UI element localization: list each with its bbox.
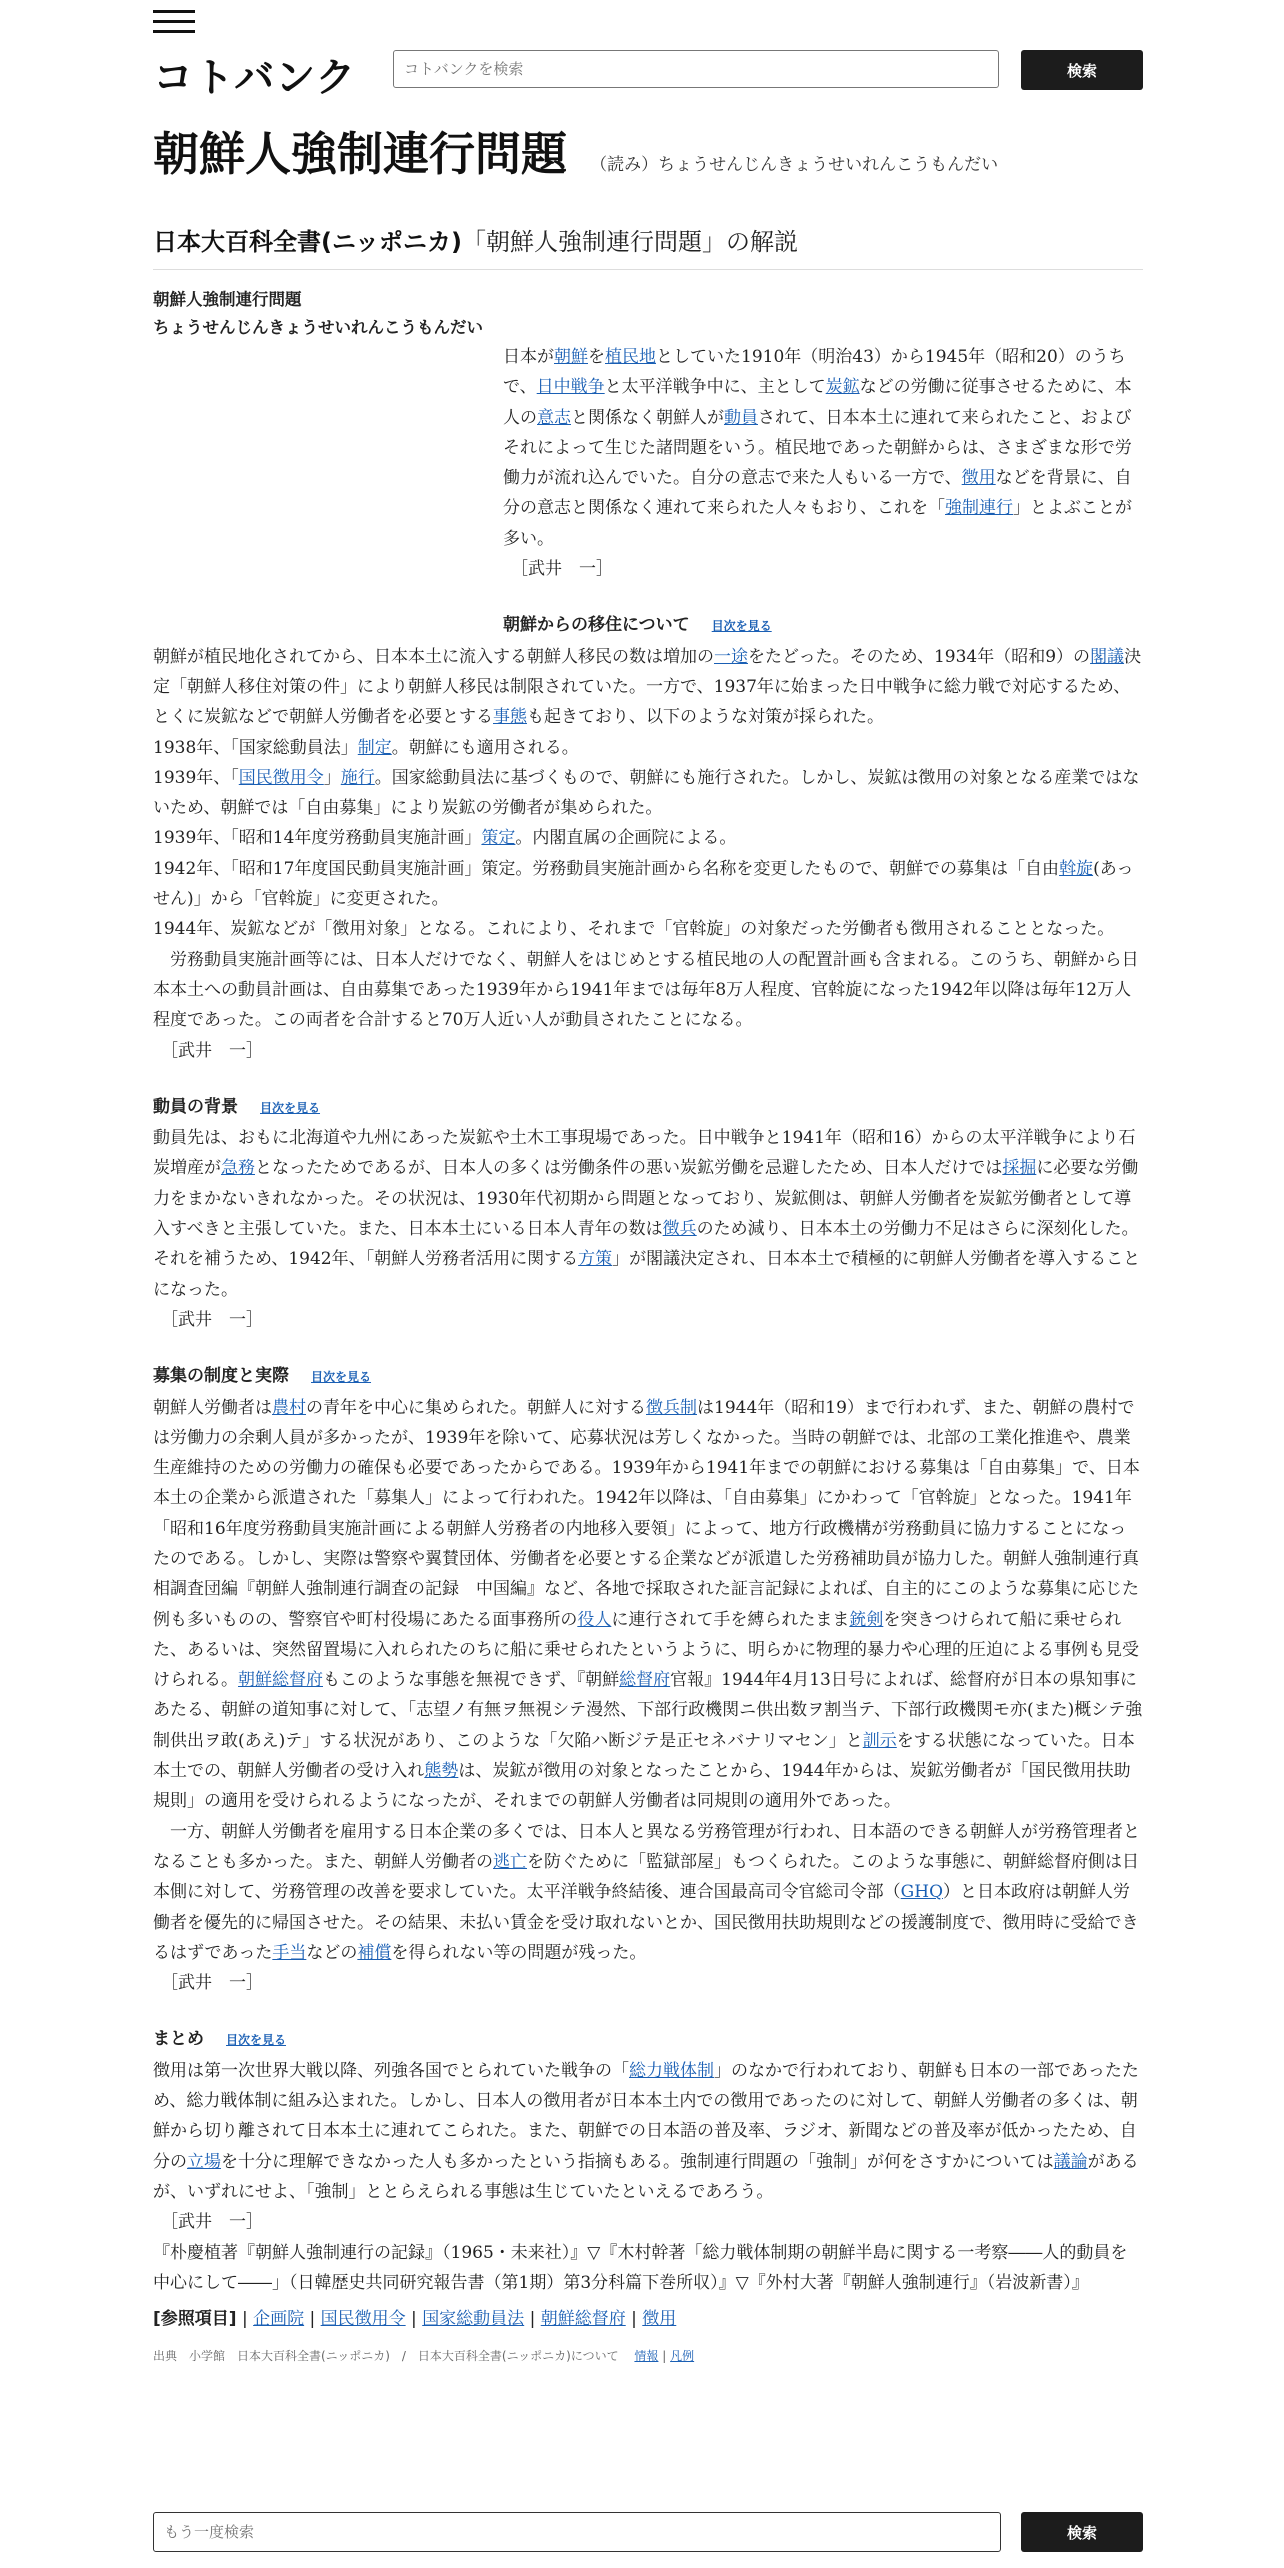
section-title: まとめ	[153, 2029, 204, 2050]
text-run: に必要な労働力をまかないきれなかった。その状況は、1930年代初期から問題となっており、炭鉱側は、朝鮮人労働者を炭鉱労働者として導入すべきと主張していた。また、日本本土にいる日本人青年の数は	[153, 1158, 1139, 1240]
term-link[interactable]: 態勢	[424, 1761, 459, 1782]
term-link[interactable]: 徴兵制	[646, 1397, 697, 1418]
reference-link[interactable]: 朝鮮総督府	[540, 2309, 626, 2330]
reference-list	[153, 2304, 1143, 2334]
text-run: 朝鮮人労働者は	[153, 1397, 272, 1418]
section-paragraph	[153, 823, 1143, 853]
intro-paragraph	[503, 342, 1143, 554]
source-note: 「朝鮮人強制連行問題」の解説	[461, 228, 798, 256]
signature: ［武井 一］	[161, 1309, 263, 1330]
text-run: 1944年、炭鉱などが「徴用対象」となる。これにより、それまで「官斡旋」の対象だった労働者も徴用されることとなった。	[153, 919, 1115, 940]
bottom-search-input[interactable]	[153, 2512, 1001, 2552]
signature: ［武井 一］	[161, 2212, 263, 2233]
article-body	[153, 286, 1143, 2366]
term-link[interactable]: 強制連行	[945, 498, 1013, 519]
term-link[interactable]: 一途	[714, 646, 748, 667]
text-run: のため減り、日本本土の労働力不足はさらに深刻化した。それを補うため、1942年、「朝鮮人労務者活用に関する	[153, 1219, 1139, 1270]
term-link[interactable]: 銃剣	[849, 1609, 884, 1630]
separator: |	[524, 2309, 541, 2330]
term-link[interactable]: 方策	[578, 1249, 613, 1270]
term-link[interactable]: 補償	[357, 1942, 392, 1963]
text-run: と関係なく朝鮮人が	[571, 407, 724, 428]
site-logo[interactable]: コトバンク	[153, 55, 357, 101]
text-run: 」が閣議決定され、日本本土で積極的に朝鮮人労働者を導入することになった。	[153, 1249, 1141, 1300]
text-run: (あっせん)」から「官斡旋」に変更された。	[153, 858, 1134, 910]
separator	[622, 2349, 634, 2363]
text-run: 一方、朝鮮人労働者を雇用する日本企業の多くでは、日本人と異なる労務管理が行われ、日本語のできる朝鮮人が労務管理者となることも多かった。また、朝鮮人労働者の	[153, 1821, 1141, 1872]
term-reading: ちょうせんじんきょうせいれんこうもんだい	[153, 318, 483, 337]
term-link[interactable]: 総督府	[619, 1670, 671, 1691]
section-paragraph	[153, 1393, 1143, 1817]
separator: |	[625, 2309, 643, 2330]
term-link[interactable]: 急務	[221, 1158, 255, 1179]
entry-title-row	[153, 118, 1143, 184]
term-link[interactable]: 採掘	[1002, 1158, 1037, 1179]
source-info-link[interactable]: 情報	[634, 2349, 659, 2364]
text-run: されて、日本本土に連れて来られたこと、およびそれによって生じた諸問題をいう。植民地であった朝鮮からは、さまざまな形で労働力が流れ込んでいた。自分の意志で来た人もいる一方で、	[503, 407, 1132, 489]
term-name: 朝鮮人強制連行問題	[153, 290, 302, 309]
bibliography: 『朴慶植著『朝鮮人強制連行の記録』（1965・未来社）』▽『木村幹著「総力戦体制期の朝鮮半島に関する一考察――人的動員を中心にして――」（日韓歴史共同研究報告書（第1期）第3分科篇下巻所収）』▽『外村大著『朝鮮人強制連行』（岩波新書）』	[153, 2242, 1128, 2293]
signature: ［武井 一］	[161, 1973, 263, 1994]
term-link[interactable]: 手当	[272, 1942, 307, 1963]
text-run: の青年を中心に集められた。朝鮮人に対する	[306, 1397, 646, 1418]
term-link[interactable]: 立場	[187, 2151, 221, 2172]
term-link[interactable]: 朝鮮総督府	[238, 1670, 323, 1691]
term-link[interactable]: 役人	[577, 1609, 612, 1630]
toc-link[interactable]: 目次を見る	[311, 1370, 372, 1385]
term-link[interactable]: 動員	[724, 407, 758, 428]
term-link[interactable]: 植民地	[605, 347, 656, 367]
text-run: をたどった。そのため、1934年（昭和9）の	[748, 646, 1091, 667]
source-line-text: 出典 小学館 日本大百科全書(ニッポニカ) / 日本大百科全書(ニッポニカ)について	[153, 2349, 619, 2364]
section-paragraph	[153, 854, 1143, 915]
search-input[interactable]	[393, 50, 999, 88]
section-heading	[153, 1361, 1143, 1392]
text-run: 朝鮮が植民地化されてから、日本本土に流入する朝鮮人移民の数は増加の	[153, 646, 714, 667]
term-link[interactable]: 施行	[340, 767, 375, 788]
term-link[interactable]: 逃亡	[493, 1851, 527, 1872]
signature: ［武井 一］	[511, 559, 613, 580]
article-sections	[153, 610, 1143, 2237]
reference-link[interactable]: 徴用	[642, 2309, 677, 2330]
text-run: 1938年、「国家総動員法」	[153, 737, 358, 758]
text-run: をする状態になっていた。日本本土での、朝鮮人労働者の受け入れ	[153, 1730, 1135, 1782]
toc-link[interactable]: 目次を見る	[711, 619, 772, 634]
text-run: 。国家総動員法に基づくもので、朝鮮にも施行された。しかし、炭鉱は徴用の対象となる産業ではないため、朝鮮では「自由募集」により炭鉱の労働者が集められた。	[153, 767, 1140, 819]
source-name: 日本大百科全書(ニッポニカ)	[153, 228, 462, 256]
references-label: [参照項目]	[153, 2309, 237, 2330]
text-run: などを背景に、自分の意志と関係なく連れて来られた人々もおり、これを「	[503, 468, 1132, 519]
bottom-search-button[interactable]: 検索	[1021, 2512, 1143, 2552]
text-run: を得られない等の問題が残った。	[391, 1942, 647, 1963]
text-run: を十分に理解できなかった人も多かったという指摘もある。強制連行問題の「強制」が何をさすかについては	[221, 2151, 1054, 2172]
text-run: などの労働に従事させるために、本人の	[503, 377, 1132, 428]
section-heading	[153, 1092, 1143, 1123]
section-title: 動員の背景	[153, 1096, 238, 1117]
section-paragraph	[153, 914, 1143, 944]
term-link[interactable]: 意志	[537, 407, 571, 428]
term-link[interactable]: 炭鉱	[825, 377, 860, 398]
menu-icon[interactable]	[153, 10, 195, 34]
text-run: 」	[323, 767, 341, 788]
text-run: となったためであるが、日本人の多くは労働条件の悪い炭鉱労働を忌避したため、日本人だけでは	[255, 1158, 1003, 1179]
source-info-link[interactable]: 凡例	[670, 2349, 695, 2364]
section-paragraph	[153, 642, 1143, 733]
term-link[interactable]: 国民徴用令	[238, 767, 324, 788]
term-link[interactable]: 日中戦争	[536, 377, 605, 398]
text-run: 1942年、「昭和17年度国民動員実施計画」策定。労務動員実施計画から名称を変更したもので、朝鮮での募集は「自由	[153, 858, 1060, 879]
section-paragraph	[153, 2056, 1143, 2207]
text-run: 1939年、「昭和14年度労務動員実施計画」	[153, 828, 482, 849]
text-run: 動員先は、おもに北海道や九州にあった炭鉱や土木工事現場であった。日中戦争と1941年（昭和16）からの太平洋戦争により石炭増産が	[153, 1128, 1136, 1179]
separator: |	[304, 2309, 321, 2330]
term-link[interactable]: 斡旋	[1059, 858, 1094, 879]
section-heading	[503, 610, 1143, 641]
text-run: は、炭鉱が徴用の対象となったことから、1944年からは、炭鉱労働者が「国民徴用扶助規則」の適用を受けられるようになったが、それまでの朝鮮人労働者は同規則の適用外であった。	[153, 1761, 1131, 1812]
text-run: 決定「朝鮮人移住対策の件」により朝鮮人移民は制限されていた。一方で、1937年に始まった日中戦争に総力戦で対応するため、とくに炭鉱などで朝鮮人労働者を必要とする	[153, 646, 1142, 728]
term-link[interactable]: 策定	[481, 828, 516, 849]
term-link[interactable]: 訓示	[862, 1730, 897, 1751]
section-heading	[153, 2024, 1143, 2055]
text-run: は1944年（昭和19）まで行われず、また、朝鮮の農村では労働力の余剰人員が多かったが、1939年を除いて、応募状況は芳しくなかった。当時の朝鮮では、北部の工業化推進や、農業生産維持のための労働力の確保も必要であったからである。1939年から1941年までの朝鮮における募集は「自由募集」で、日本本土の企業から派遣された「募集人」によって行われた。1942年以降は、「自由募集」にかわって「官斡旋」となった。1941年「昭和16年度労務動員実施計画による朝鮮人労務者の内地移入要領」によって、地方行政機構が労務動員に協力することになったのである。しかし、実際は警察や翼賛団体、労働者を必要とする企業などが派遣した労務補助員が協力した。朝鮮人強制連行真相調査団編『朝鮮人強制連行調査の記録 中国編』など、各地で採取された証言記録によれば、自主的にこのような募集に応じた例も多いものの、警察官や町村役場にあたる面事務所の	[153, 1397, 1140, 1630]
section-paragraph	[153, 763, 1143, 824]
text-run: もこのような事態を無視できず、『朝鮮	[323, 1670, 620, 1691]
text-run: を突きつけられて船に乗せられた、あるいは、突然留置場に入れられたのちに船に乗せられたというように、明らかに物理的暴力や心理的圧迫による事例も見受けられる。	[153, 1609, 1139, 1691]
section-paragraph	[153, 945, 1143, 1036]
text-run: も起きており、以下のような対策が採られた。	[527, 707, 884, 728]
term-link[interactable]: 閣議	[1090, 646, 1125, 667]
search-button[interactable]: 検索	[1021, 50, 1143, 90]
text-run: 日本が	[503, 347, 554, 367]
term-link[interactable]: 農村	[272, 1397, 306, 1418]
term-link[interactable]: 事態	[493, 707, 527, 728]
text-run: 。朝鮮にも適用される。	[391, 737, 579, 758]
section-title: 朝鮮からの移住について	[503, 615, 690, 636]
reference-link[interactable]: 国家総動員法	[422, 2309, 525, 2330]
text-run: があるが、いずれにせよ、「強制」ととらえられる事態は生じていたといえるであろう。	[153, 2151, 1139, 2202]
reference-link[interactable]: 企画院	[253, 2309, 305, 2330]
text-run: としていた1910年（明治43）から1945年（昭和20）のうちで、	[503, 347, 1126, 398]
term-link[interactable]: GHQ	[900, 1882, 944, 1903]
text-run: ）と日本政府は朝鮮人労働者を優先的に帰国させた。その結果、未払い賃金を受け取れないとか、国民徴用扶助規則などの援護制度で、徴用時に受給できるはずであった	[153, 1882, 1139, 1963]
text-run: 徴用は第一次世界大戦以降、列強各国でとられていた戦争の「	[153, 2060, 629, 2081]
separator: |	[658, 2349, 671, 2364]
title-reading: （読み）ちょうせんじんきょうせいれんこうもんだい	[590, 155, 999, 175]
separator: |	[405, 2309, 423, 2330]
text-run: を	[588, 347, 605, 367]
toc-link[interactable]: 目次を見る	[226, 2033, 287, 2048]
source-line	[153, 2346, 1143, 2366]
term-link[interactable]: 徴兵	[662, 1219, 697, 1240]
page-title: 朝鮮人強制連行問題	[153, 127, 567, 181]
section-paragraph	[153, 1817, 1143, 1968]
text-run: 。内閣直属の企画院による。	[515, 828, 737, 849]
reference-link[interactable]: 国民徴用令	[320, 2309, 406, 2330]
text-run: に連行されて手を縛られたまま	[611, 1609, 850, 1630]
text-run: 労務動員実施計画等には、日本人だけでなく、朝鮮人をはじめとする植民地の人の配置計画も含まれる。このうち、朝鮮から日本本土への動員計画は、自由募集であった1939年から1941年までは毎年8万人程度、官斡旋になった1942年以降は毎年12万人程度であった。この両者を合計すると70万人近い人が動員されたことになる。	[153, 949, 1139, 1031]
separator: |	[241, 2309, 254, 2330]
section-paragraph	[153, 733, 1143, 763]
term-link[interactable]: 議論	[1053, 2151, 1088, 2172]
term-link[interactable]: 朝鮮	[554, 347, 588, 367]
text-run: 官報』1944年4月13日号によれば、総督府が日本の県知事にあたる、朝鮮の道知事に対して、「志望ノ有無ヲ無視シテ漫然、下部行政機関ニ供出数ヲ割当テ、下部行政機関モ亦(また)概シテ強制供出ヲ敢(あえ)テ」する状況があり、このような「欠陥ハ断ジテ是正セネバナリマセン」と	[153, 1670, 1143, 1751]
term-link[interactable]: 総力戦体制	[629, 2060, 714, 2081]
term-link[interactable]: 徴用	[961, 468, 996, 489]
text-run: 」とよぶことが多い。	[503, 498, 1132, 549]
source-heading	[153, 222, 1143, 270]
section-title: 募集の制度と実際	[153, 1366, 289, 1387]
term-link[interactable]: 制定	[357, 737, 392, 758]
text-run: と太平洋戦争中に、主として	[604, 377, 826, 398]
toc-link[interactable]: 目次を見る	[260, 1100, 321, 1115]
text-run: 1939年、「	[153, 767, 239, 788]
text-run: を防ぐために「監獄部屋」もつくられた。このような事態に、朝鮮総督府側は日本側に対して、労務管理の改善を要求していた。太平洋戦争終結後、連合国最高司令官総司令部（	[153, 1851, 1139, 1903]
section-paragraph	[153, 1123, 1143, 1305]
text-run: 」のなかで行われており、朝鮮も日本の一部であったため、総力戦体制に組み込まれた。しかし、日本人の徴用者が日本本土内での徴用であったのに対して、朝鮮人労働者の多くは、朝鮮から切り離されて日本本土に連れてこられた。また、朝鮮での日本語の普及率、ラジオ、新聞などの普及率が低かったため、自分の	[153, 2060, 1139, 2172]
text-run: などの	[306, 1942, 358, 1963]
signature: ［武井 一］	[161, 1040, 263, 1061]
